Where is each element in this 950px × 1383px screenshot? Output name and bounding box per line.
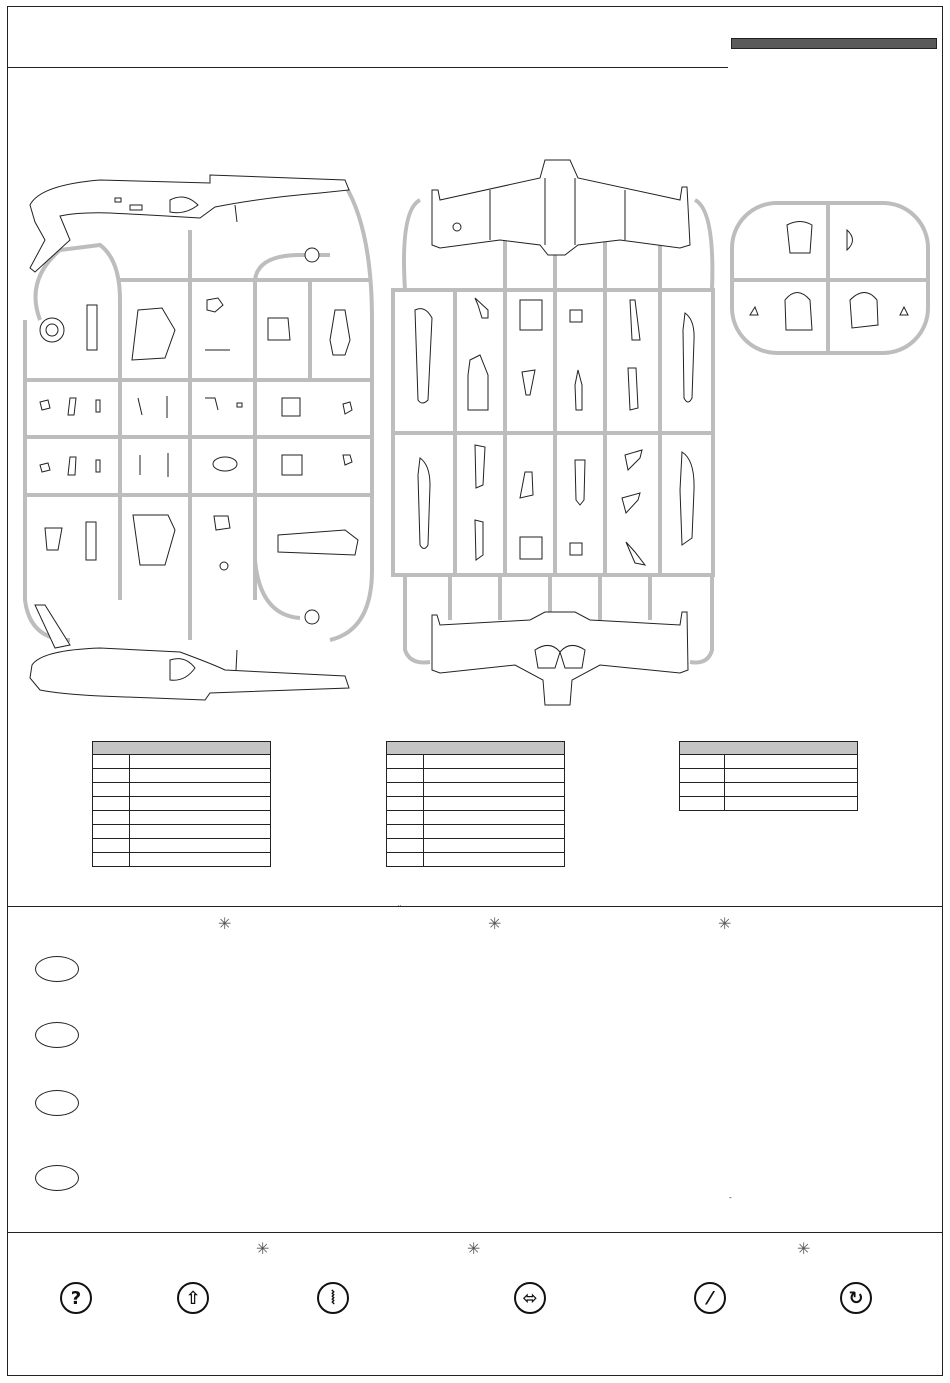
sprue-frame-left xyxy=(25,185,372,640)
parts-table-a xyxy=(92,741,271,867)
star-marker: ✳ xyxy=(718,914,732,933)
question-icon: ? xyxy=(60,1282,92,1314)
sprue-frame-canopy xyxy=(732,203,928,353)
section-divider-bottom xyxy=(8,1232,942,1233)
wing-upper xyxy=(432,160,690,255)
step-badge-3 xyxy=(35,1090,79,1116)
section-divider-top xyxy=(8,906,942,907)
star-marker: ✳ xyxy=(488,914,502,933)
star-marker: ✳ xyxy=(256,1239,270,1258)
step-badge-1 xyxy=(35,956,79,982)
star-marker: ✳ xyxy=(218,914,232,933)
small-mark: - xyxy=(729,1193,732,1202)
rotate-icon: ↻ xyxy=(840,1282,872,1314)
striped-icon: ⦚ xyxy=(317,1282,349,1314)
arrow-left-right-icon: ⬄ xyxy=(514,1282,546,1314)
knife-icon: ⁄ xyxy=(694,1282,726,1314)
star-marker: ✳ xyxy=(467,1239,481,1258)
sprue-frame-middle xyxy=(393,200,713,663)
arrow-up-icon: ⇧ xyxy=(177,1282,209,1314)
star-marker: ✳ xyxy=(797,1239,811,1258)
parts-table-b xyxy=(386,741,565,867)
step-badge-4 xyxy=(35,1165,79,1191)
caret-mark: ˇ xyxy=(397,905,402,916)
parts-table-c xyxy=(679,741,858,811)
wing-lower xyxy=(432,612,688,705)
step-badge-2 xyxy=(35,1022,79,1048)
